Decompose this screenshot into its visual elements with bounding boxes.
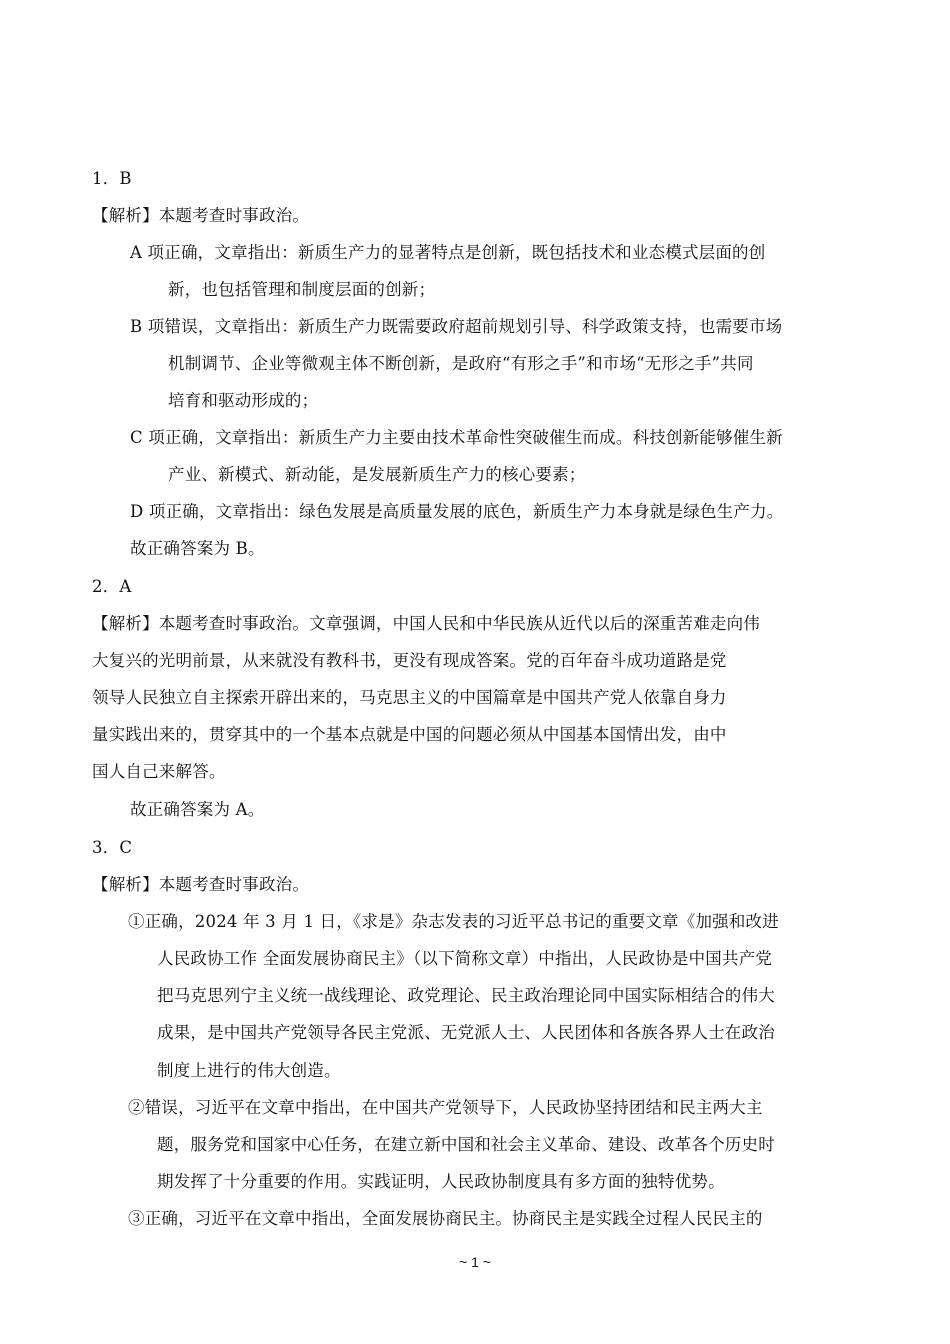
q2-analysis-line5: 国人自己来解答。 — [92, 762, 226, 781]
q3-answer: 3．C — [92, 838, 133, 857]
q1-option-a-line1: A 项正确，文章指出：新质生产力的显著特点是创新，既包括技术和业态模式层面的创 — [130, 243, 766, 262]
q1-option-b-line1: B 项错误，文章指出：新质生产力既需要政府超前规划引导、科学政策支持，也需要市场 — [130, 317, 783, 336]
q3-item1-line3: 把马克思列宁主义统一战线理论、政党理论、民主政治理论同中国实际相结合的伟大 — [157, 986, 775, 1005]
q3-item1-line1: ①正确，2024 年 3 月 1 日，《求是》杂志发表的习近平总书记的重要文章《加强和改进 — [128, 912, 779, 931]
q1-answer: 1．B — [92, 169, 132, 188]
q3-item3-line1: ③正确，习近平在文章中指出，全面发展协商民主。协商民主是实践全过程人民民主的 — [128, 1209, 763, 1228]
q2-analysis-line3: 领导人民独立自主探索开辟出来的，马克思主义的中国篇章是中国共产党人依靠自身力 — [92, 688, 727, 707]
q2-conclusion: 故正确答案为 A。 — [130, 800, 265, 819]
q1-analysis-intro: 【解析】本题考查时事政治。 — [92, 206, 310, 225]
q2-analysis-line4: 量实践出来的，贯穿其中的一个基本点就是中国的问题必须从中国基本国情出发，由中 — [92, 725, 727, 744]
q3-analysis-intro: 【解析】本题考查时事政治。 — [92, 875, 310, 894]
q1-option-a-line2: 新，也包括管理和制度层面的创新； — [168, 280, 436, 299]
q1-option-c-line2: 产业、新模式、新动能，是发展新质生产力的核心要素； — [168, 465, 586, 484]
q2-analysis-line1: 【解析】本题考查时事政治。文章强调，中国人民和中华民族从近代以后的深重苦难走向伟 — [92, 614, 760, 633]
q2-answer: 2．A — [92, 577, 132, 596]
q3-item1-line4: 成果，是中国共产党领导各民主党派、无党派人士、人民团体和各族各界人士在政治 — [157, 1023, 775, 1042]
q3-item2-line1: ②错误，习近平在文章中指出，在中国共产党领导下，人民政协坚持团结和民主两大主 — [128, 1098, 763, 1117]
q1-option-c-line1: C 项正确，文章指出：新质生产力主要由技术革命性突破催生而成。科技创新能够催生新 — [130, 428, 783, 447]
page-number: ~ 1 ~ — [459, 1254, 491, 1270]
q2-analysis-line2: 大复兴的光明前景，从来就没有教科书，更没有现成答案。党的百年奋斗成功道路是党 — [92, 651, 727, 670]
q1-option-b-line2: 机制调节、企业等微观主体不断创新，是政府“有形之手”和市场“无形之手”共同 — [168, 354, 754, 373]
q1-conclusion: 故正确答案为 B。 — [130, 539, 265, 558]
q3-item1-line2: 人民政协工作 全面发展协商民主》（以下简称文章）中指出，人民政协是中国共产党 — [157, 949, 773, 968]
q3-item2-line3: 期发挥了十分重要的作用。实践证明，人民政协制度具有多方面的独特优势。 — [157, 1172, 725, 1191]
q1-option-b-line3: 培育和驱动形成的； — [168, 391, 319, 410]
q3-item1-line5: 制度上进行的伟大创造。 — [157, 1061, 341, 1080]
q1-option-d-line1: D 项正确，文章指出：绿色发展是高质量发展的底色，新质生产力本身就是绿色生产力。 — [130, 502, 784, 521]
q3-item2-line2: 题，服务党和国家中心任务，在建立新中国和社会主义革命、建设、改革各个历史时 — [157, 1135, 775, 1154]
